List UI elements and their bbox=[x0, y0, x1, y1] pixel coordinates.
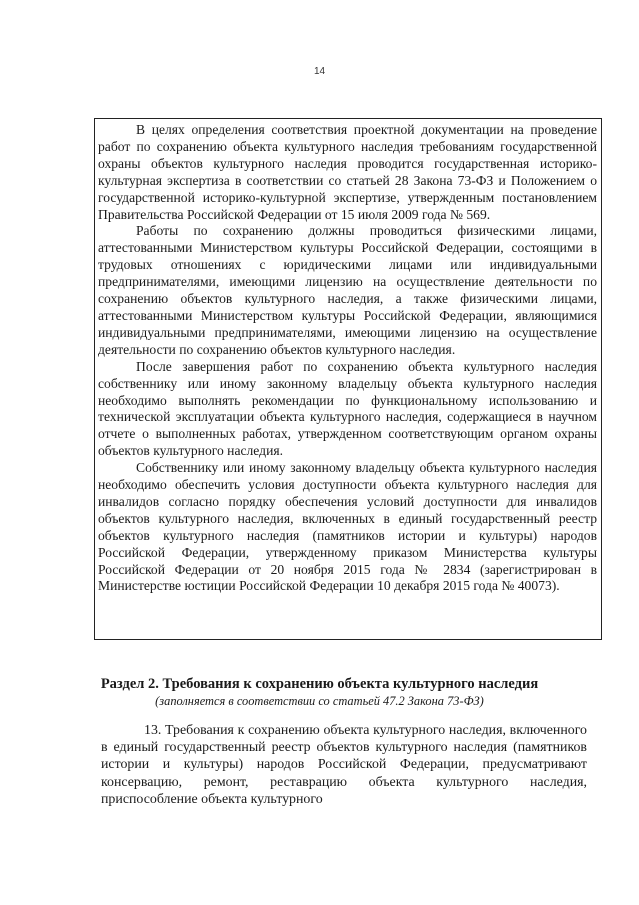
body-text bbox=[101, 722, 587, 808]
framed-requirements-box bbox=[94, 118, 602, 640]
section-subtitle: (заполняется в соответствии со статьей 47.2 Закона 73-ФЗ) bbox=[155, 694, 484, 708]
paragraph-qualified-persons: Работы по сохранению должны проводиться физическими лицами, аттестованными Министерством культуры Российской Федерации, состоящими в трудовых отношениях с юридическими лицами или индивидуальными предпринимателями, имеющими лицензию на осуществление деятельности по сохранению объектов культурного наследия, а также физическими лицами, аттестованными Министерством культуры Российской Федерации, являющимися индивидуальными предпринимателями, имеющими лицензию на осуществление деятельности по сохранению объектов культурного наследия. bbox=[98, 223, 597, 357]
paragraph-after-completion: После завершения работ по сохранению объекта культурного наследия собственнику или иному законному владельцу объекта культурного наследия необходимо выполнять рекомендации по функциональному использованию и технической эксплуатации объекта культурного наследия, содержащиеся в научном отчете о выполненных работах, утвержденном соответствующим органом охраны объектов культурного наследия. bbox=[98, 358, 597, 459]
paragraph-expertise: В целях определения соответствия проектной документации на проведение работ по сохранению объекта культурного наследия требованиям государственной охраны объектов культурного наследия проводится государственная историко-культурная экспертиза в соответствии со статьей 28 Закона 73-ФЗ и Положением о государственной историко-культурной экспертизе, утвержденным постановлением Правительства Российской Федерации от 15 июля 2009 года № 569. bbox=[98, 122, 597, 222]
paragraph-accessibility: Собственнику или иному законному владельцу объекта культурного наследия необходимо обеспечить условия доступности объекта культурного наследия для инвалидов согласно порядку обеспечения условий доступности для инвалидов объектов культурного наследия, включенных в единый государственный реестр объектов культурного наследия (памятников истории и культуры) народов Российской Федерации, утвержденному приказом Министерства культуры Российской Федерации от 20 ноября 2015 года № 2834 (зарегистрирован в Министерстве юстиции Российской Федерации 10 декабря 2015 года № 40073). bbox=[98, 460, 597, 594]
paragraph-13: 13. Требования к сохранению объекта культурного наследия, включенного в единый государственный реестр объектов культурного наследия (памятников истории и культуры) народов Российской Федерации, предусматривают консервацию, ремонт, реставрацию объекта культурного наследия, приспособление объекта культурного bbox=[101, 723, 587, 807]
page-number: 14 bbox=[313, 66, 326, 77]
section-title: Раздел 2. Требования к сохранению объекта культурного наследия bbox=[100, 676, 539, 692]
